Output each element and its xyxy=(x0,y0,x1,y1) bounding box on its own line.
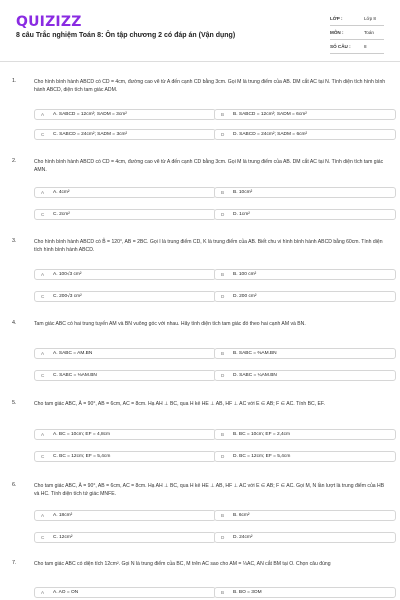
option-text: A. 100√3 cm² xyxy=(53,272,82,277)
option-text: B. SABCD = 12cm²; SADM = 6cm² xyxy=(233,112,307,117)
option-d[interactable] xyxy=(214,532,396,543)
option-letter: B xyxy=(221,432,225,437)
option-text: B. BC = 10cm; EF = 2,4cm xyxy=(233,432,291,437)
option-text: A. SABC = AM.BN xyxy=(53,351,93,356)
option-letter: C xyxy=(41,535,45,540)
meta-value: Lớp 8 xyxy=(364,16,376,21)
option-a[interactable] xyxy=(34,109,216,120)
question-number: 4. xyxy=(12,320,17,326)
question-text: Tam giác ABC có hai trung tuyến AM và BN vuông góc với nhau. Hãy tính diện tích tam giác đó theo hai cạnh AM và BN. xyxy=(34,321,306,327)
option-letter: A xyxy=(41,432,45,437)
header xyxy=(0,0,400,62)
quizizz-logo: QUIZIZZ xyxy=(16,14,82,30)
option-a[interactable] xyxy=(34,587,216,598)
option-text: C. 2cm² xyxy=(53,212,70,217)
option-letter: B xyxy=(221,590,225,595)
page-title: 8 câu Trắc nghiệm Toán 8: Ôn tập chương 2 có đáp án (Vận dụng) xyxy=(16,32,236,39)
question-text: Cho hình bình hành ABCD có CD = 4cm, đường cao vẽ từ A đến cạnh CD bằng 3cm. Gọi M là trung điểm của AB. DM cắt AC tại N. Tính diện tích tam giác AMN. xyxy=(34,159,384,174)
meta-panel xyxy=(330,12,384,54)
option-text: A. 18cm² xyxy=(53,513,73,518)
meta-value: Toán xyxy=(364,30,374,35)
option-letter: C xyxy=(41,132,45,137)
option-letter: B xyxy=(221,351,225,356)
question-2 xyxy=(8,158,392,220)
option-b[interactable] xyxy=(214,269,396,280)
question-text: Cho tam giác ABC, Â = 90°, AB = 6cm, AC = 8cm. Hạ AH ⊥ BC, qua H kẻ HE ⊥ AB, HF ⊥ AC với E ∈ AB; F ∈ AC. Tính BC, EF. xyxy=(34,401,325,407)
question-5 xyxy=(8,400,392,464)
option-letter: D xyxy=(221,212,225,217)
option-d[interactable] xyxy=(214,129,396,140)
option-b[interactable] xyxy=(214,187,396,198)
option-text: B. SABC = ⅔AM.BN xyxy=(233,351,277,356)
meta-row-subject xyxy=(330,26,384,40)
option-letter: A xyxy=(41,590,45,595)
meta-key: MÔN : xyxy=(330,30,344,35)
option-text: B. BO = 3OM xyxy=(233,590,262,595)
option-letter: A xyxy=(41,190,45,195)
option-letter: A xyxy=(41,272,45,277)
option-d[interactable] xyxy=(214,291,396,302)
option-text: B. 10cm² xyxy=(233,190,253,195)
option-letter: B xyxy=(221,272,225,277)
option-a[interactable] xyxy=(34,269,216,280)
question-text: Cho tam giác ABC có diện tích 12cm². Gọi N là trung điểm của BC, M trên AC sao cho AM = ⅓AC, AN cắt BM tại O. Chọn câu đúng xyxy=(34,561,331,567)
option-c[interactable] xyxy=(34,451,216,462)
option-text: C. SABC = ⅓AM.BN xyxy=(53,373,97,378)
option-letter: A xyxy=(41,112,45,117)
option-text: D. SABCD = 24cm²; SADM = 6cm² xyxy=(233,132,308,137)
option-text: A. 4cm² xyxy=(53,190,70,195)
option-letter: C xyxy=(41,454,45,459)
question-text: Cho hình bình hành ABCD có B̂ = 120°, AB = 2BC. Gọi I là trung điểm CD, K là trung điểm của AB. Biết chu vi hình bình hành ABCD bằng 60cm. Tính diện tích hình bình hành ABCD. xyxy=(34,239,383,254)
option-c[interactable] xyxy=(34,370,216,381)
option-letter: B xyxy=(221,190,225,195)
option-c[interactable] xyxy=(34,291,216,302)
question-number: 2. xyxy=(12,158,17,164)
option-letter: B xyxy=(221,513,225,518)
question-number: 3. xyxy=(12,238,17,244)
option-letter: B xyxy=(221,112,225,117)
option-d[interactable] xyxy=(214,451,396,462)
option-c[interactable] xyxy=(34,209,216,220)
question-1 xyxy=(8,78,392,140)
option-text: A. BC = 10cm; EF = 4,8cm xyxy=(53,432,111,437)
option-letter: D xyxy=(221,373,225,378)
question-6 xyxy=(8,482,392,546)
option-text: B. 6cm² xyxy=(233,513,250,518)
meta-row-count xyxy=(330,40,384,54)
option-c[interactable] xyxy=(34,129,216,140)
option-b[interactable] xyxy=(214,587,396,598)
meta-value: 8 xyxy=(364,44,367,49)
option-b[interactable] xyxy=(214,429,396,440)
option-letter: C xyxy=(41,294,45,299)
option-text: D. 200 cm² xyxy=(233,294,257,299)
option-letter: A xyxy=(41,351,45,356)
option-a[interactable] xyxy=(34,429,216,440)
option-text: C. SABCD = 24cm²; SADM = 3cm² xyxy=(53,132,128,137)
question-3 xyxy=(8,238,392,302)
question-text: Cho tam giác ABC, Â = 90°, AB = 6cm, AC = 8cm. Hạ AH ⊥ BC, qua H kẻ HE ⊥ AB, HF ⊥ AC với E ∈ AB; F ∈ AC. Gọi M, N lần lượt là trung điểm của HB và HC. Tính diện tích tứ giác MNFE. xyxy=(34,483,385,498)
option-d[interactable] xyxy=(214,370,396,381)
question-number: 7. xyxy=(12,560,17,566)
option-text: C. 200√3 cm² xyxy=(53,294,82,299)
option-letter: D xyxy=(221,294,225,299)
option-letter: D xyxy=(221,454,225,459)
option-text: B. 100 cm² xyxy=(233,272,257,277)
option-text: A. SABCD = 12cm²; SADM = 3cm² xyxy=(53,112,127,117)
option-text: A. AO = ON xyxy=(53,590,79,595)
question-4 xyxy=(8,320,392,384)
option-letter: C xyxy=(41,373,45,378)
meta-key: LỚP : xyxy=(330,16,343,21)
option-letter: C xyxy=(41,212,45,217)
option-letter: D xyxy=(221,535,225,540)
option-text: C. 12cm² xyxy=(53,535,73,540)
question-number: 6. xyxy=(12,482,17,488)
question-text: Cho hình bình hành ABCD có CD = 4cm, đường cao vẽ từ A đến cạnh CD bằng 3cm. Gọi M là trung điểm của AB. DM cắt AC tại N. Tính diện tích hình bình hành ABCD, diện tích tam giác ADM. xyxy=(34,79,386,94)
option-text: D. 1cm² xyxy=(233,212,250,217)
option-c[interactable] xyxy=(34,532,216,543)
option-a[interactable] xyxy=(34,187,216,198)
question-7 xyxy=(8,560,392,600)
option-text: D. 24cm² xyxy=(233,535,253,540)
option-letter: D xyxy=(221,132,225,137)
option-text: D. SABC = ¼AM.BN xyxy=(233,373,277,378)
meta-row-class xyxy=(330,12,384,26)
meta-key: SỐ CÂU : xyxy=(330,44,351,49)
option-b[interactable] xyxy=(214,109,396,120)
option-text: C. BC = 12cm; EF = 5,4cm xyxy=(53,454,111,459)
option-a[interactable] xyxy=(34,348,216,359)
question-number: 5. xyxy=(12,400,17,406)
option-letter: A xyxy=(41,513,45,518)
option-b[interactable] xyxy=(214,348,396,359)
question-number: 1. xyxy=(12,78,17,84)
option-d[interactable] xyxy=(214,209,396,220)
option-b[interactable] xyxy=(214,510,396,521)
option-text: D. BC = 12cm; EF = 5,4cm xyxy=(233,454,291,459)
option-a[interactable] xyxy=(34,510,216,521)
